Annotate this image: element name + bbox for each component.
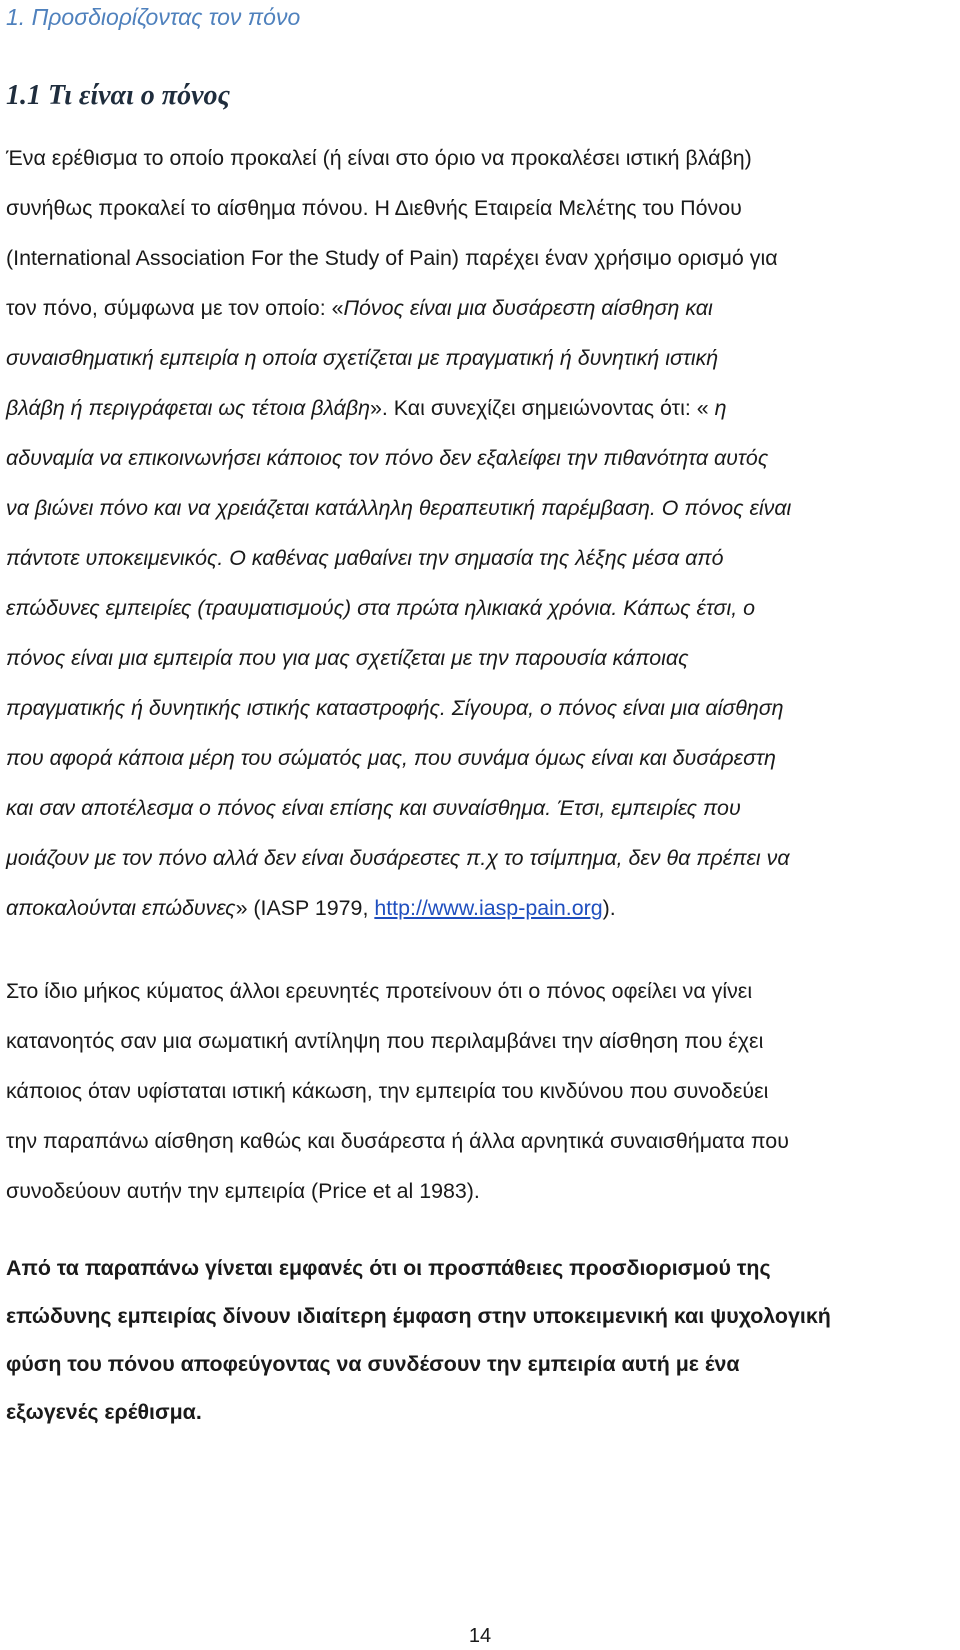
text-line: Ένα ερέθισμα το οποίο προκαλεί (ή είναι στο όριο να προκαλέσει ιστική βλάβη) <box>6 146 752 170</box>
text-line: πόνος είναι μια εμπειρία που για μας σχετίζεται με την παρουσία κάποιας <box>6 646 689 670</box>
text-line: επώδυνης εμπειρίας δίνουν ιδιαίτερη έμφαση στην υποκειμενική και ψυχολογική <box>6 1304 831 1328</box>
paragraph-conclusion <box>6 1244 956 1436</box>
text-line: μοιάζουν με τον πόνο αλλά δεν είναι δυσάρεστες π.χ το τσίμπημα, δεν θα πρέπει να <box>6 846 790 870</box>
text-line: να βιώνει πόνο και να χρειάζεται κατάλληλη θεραπευτική παρέμβαση. Ο πόνος είναι <box>6 496 792 520</box>
text-line: (International Association For the Study of Pain) παρέχει έναν χρήσιμο ορισμό για <box>6 246 778 270</box>
text-line: κατανοητός σαν μια σωματική αντίληψη που περιλαμβάνει την αίσθηση που έχει <box>6 1029 764 1053</box>
text-line: φύση του πόνου αποφεύγοντας να συνδέσουν την εμπειρία αυτή με ένα <box>6 1352 740 1376</box>
text-line: επώδυνες εμπειρίες (τραυματισμούς) στα πρώτα ηλικιακά χρόνια. Κάπως έτσι, ο <box>6 596 755 620</box>
paragraph-definition <box>6 133 956 933</box>
text-line: συναισθηματική εμπειρία η οποία σχετίζεται με πραγματική ή δυνητική ιστική <box>6 346 719 370</box>
text-line: βλάβη ή περιγράφεται ως τέτοια βλάβη». Και συνεχίζει σημειώνοντας ότι: « η <box>6 396 727 420</box>
text-line: που αφορά κάποια μέρη του σώματός μας, που συνάμα όμως είναι και δυσάρεστη <box>6 746 776 770</box>
text-line: συνοδεύουν αυτήν την εμπειρία (Price et al 1983). <box>6 1179 480 1203</box>
page-number: 14 <box>468 1625 492 1647</box>
text-line: πάντοτε υποκειμενικός. Ο καθένας μαθαίνει την σημασία της λέξης μέσα από <box>6 546 724 570</box>
text-line: Από τα παραπάνω γίνεται εμφανές ότι οι προσπάθειες προσδιορισμού της <box>6 1256 771 1280</box>
text-line: εξωγενές ερέθισμα. <box>6 1400 202 1424</box>
iasp-link[interactable]: http://www.iasp-pain.org <box>374 896 603 920</box>
text-line: Στο ίδιο μήκος κύματος άλλοι ερευνητές προτείνουν ότι ο πόνος οφείλει να γίνει <box>6 979 753 1003</box>
text-line: αδυναμία να επικοινωνήσει κάποιος τον πόνο δεν εξαλείφει την πιθανότητα αυτός <box>6 446 769 470</box>
text-line: πραγματικής ή δυνητικής ιστικής καταστροφής. Σίγουρα, ο πόνος είναι μια αίσθηση <box>6 696 784 720</box>
text-line: συνήθως προκαλεί το αίσθημα πόνου. Η Διεθνής Εταιρεία Μελέτης του Πόνου <box>6 196 742 220</box>
text-line: τον πόνο, σύμφωνα με τον οποίο: «Πόνος είναι μια δυσάρεστη αίσθηση και <box>6 296 713 320</box>
text-line: αποκαλούνται επώδυνες» (IASP 1979, http://www.iasp-pain.org). <box>6 896 616 920</box>
section-heading: 1.1 Τι είναι ο πόνος <box>6 80 230 111</box>
text-line: κάποιος όταν υφίσταται ιστική κάκωση, την εμπειρία του κινδύνου που συνοδεύει <box>6 1079 769 1103</box>
text-line: την παραπάνω αίσθηση καθώς και δυσάρεστα ή άλλα αρνητικά συναισθήματα που <box>6 1129 789 1153</box>
paragraph-researchers <box>6 966 956 1216</box>
text-line: και σαν αποτέλεσμα ο πόνος είναι επίσης και συναίσθημα. Έτσι, εμπειρίες που <box>6 796 741 820</box>
chapter-heading: 1. Προσδιορίζοντας τον πόνο <box>6 4 301 30</box>
